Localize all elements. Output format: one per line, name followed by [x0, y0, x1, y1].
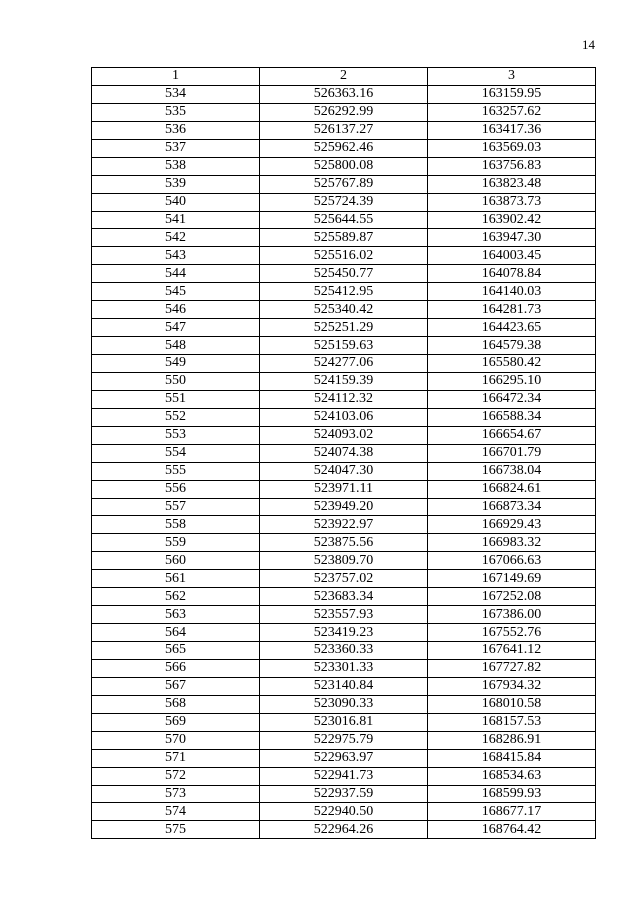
x-coordinate-cell: 523875.56	[260, 534, 428, 552]
x-coordinate-cell: 525251.29	[260, 319, 428, 337]
header-col-3: 3	[428, 68, 596, 86]
table-row	[92, 516, 596, 534]
header-col-2: 2	[260, 68, 428, 86]
table-row	[92, 606, 596, 624]
point-number-cell: 550	[92, 372, 260, 390]
point-number-cell: 574	[92, 803, 260, 821]
point-number-cell: 552	[92, 408, 260, 426]
y-coordinate-cell: 166295.10	[428, 372, 596, 390]
point-number-cell: 539	[92, 175, 260, 193]
y-coordinate-cell: 163823.48	[428, 175, 596, 193]
x-coordinate-cell: 523809.70	[260, 552, 428, 570]
x-coordinate-cell: 523949.20	[260, 498, 428, 516]
y-coordinate-cell: 167641.12	[428, 642, 596, 660]
page-number: 14	[582, 37, 595, 52]
table-row	[92, 642, 596, 660]
x-coordinate-cell: 524159.39	[260, 372, 428, 390]
point-number-cell: 536	[92, 121, 260, 139]
point-number-cell: 561	[92, 570, 260, 588]
x-coordinate-cell: 525724.39	[260, 193, 428, 211]
x-coordinate-cell: 525412.95	[260, 283, 428, 301]
point-number-cell: 541	[92, 211, 260, 229]
y-coordinate-cell: 163159.95	[428, 85, 596, 103]
x-coordinate-cell: 523090.33	[260, 695, 428, 713]
point-number-cell: 534	[92, 85, 260, 103]
y-coordinate-cell: 164078.84	[428, 265, 596, 283]
x-coordinate-cell: 525644.55	[260, 211, 428, 229]
point-number-cell: 572	[92, 767, 260, 785]
y-coordinate-cell: 167149.69	[428, 570, 596, 588]
x-coordinate-cell: 523360.33	[260, 642, 428, 660]
header-row	[92, 68, 596, 86]
table-row	[92, 85, 596, 103]
y-coordinate-cell: 168415.84	[428, 749, 596, 767]
y-coordinate-cell: 168764.42	[428, 821, 596, 839]
y-coordinate-cell: 163569.03	[428, 139, 596, 157]
y-coordinate-cell: 163902.42	[428, 211, 596, 229]
y-coordinate-cell: 168677.17	[428, 803, 596, 821]
x-coordinate-cell: 525340.42	[260, 301, 428, 319]
x-coordinate-cell: 523683.34	[260, 588, 428, 606]
y-coordinate-cell: 167552.76	[428, 624, 596, 642]
x-coordinate-cell: 525516.02	[260, 247, 428, 265]
x-coordinate-cell: 524112.32	[260, 390, 428, 408]
table-row	[92, 498, 596, 516]
y-coordinate-cell: 167727.82	[428, 659, 596, 677]
y-coordinate-cell: 168010.58	[428, 695, 596, 713]
x-coordinate-cell: 523419.23	[260, 624, 428, 642]
x-coordinate-cell: 523016.81	[260, 713, 428, 731]
y-coordinate-cell: 163756.83	[428, 157, 596, 175]
table-row	[92, 713, 596, 731]
point-number-cell: 567	[92, 677, 260, 695]
table-row	[92, 426, 596, 444]
y-coordinate-cell: 163417.36	[428, 121, 596, 139]
table-row	[92, 265, 596, 283]
y-coordinate-cell: 163257.62	[428, 103, 596, 121]
y-coordinate-cell: 164003.45	[428, 247, 596, 265]
point-number-cell: 538	[92, 157, 260, 175]
point-number-cell: 535	[92, 103, 260, 121]
x-coordinate-cell: 522975.79	[260, 731, 428, 749]
x-coordinate-cell: 525800.08	[260, 157, 428, 175]
point-number-cell: 548	[92, 337, 260, 355]
x-coordinate-cell: 522940.50	[260, 803, 428, 821]
table-row	[92, 301, 596, 319]
x-coordinate-cell: 522964.26	[260, 821, 428, 839]
point-number-cell: 564	[92, 624, 260, 642]
table-row	[92, 749, 596, 767]
y-coordinate-cell: 168534.63	[428, 767, 596, 785]
table-row	[92, 121, 596, 139]
table-row	[92, 444, 596, 462]
table-row	[92, 570, 596, 588]
point-number-cell: 570	[92, 731, 260, 749]
y-coordinate-cell: 166824.61	[428, 480, 596, 498]
x-coordinate-cell: 524074.38	[260, 444, 428, 462]
table-row	[92, 175, 596, 193]
point-number-cell: 544	[92, 265, 260, 283]
y-coordinate-cell: 166738.04	[428, 462, 596, 480]
point-number-cell: 543	[92, 247, 260, 265]
table-row	[92, 337, 596, 355]
y-coordinate-cell: 166929.43	[428, 516, 596, 534]
x-coordinate-cell: 524277.06	[260, 355, 428, 373]
y-coordinate-cell: 164579.38	[428, 337, 596, 355]
point-number-cell: 560	[92, 552, 260, 570]
table-row	[92, 552, 596, 570]
table-row	[92, 247, 596, 265]
table-row	[92, 803, 596, 821]
table-row	[92, 821, 596, 839]
y-coordinate-cell: 166983.32	[428, 534, 596, 552]
y-coordinate-cell: 167252.08	[428, 588, 596, 606]
y-coordinate-cell: 167066.63	[428, 552, 596, 570]
table-row	[92, 355, 596, 373]
table-row	[92, 480, 596, 498]
x-coordinate-cell: 523971.11	[260, 480, 428, 498]
y-coordinate-cell: 164140.03	[428, 283, 596, 301]
table-row	[92, 103, 596, 121]
x-coordinate-cell: 524047.30	[260, 462, 428, 480]
table-row	[92, 211, 596, 229]
y-coordinate-cell: 166701.79	[428, 444, 596, 462]
table-row	[92, 390, 596, 408]
table-row	[92, 283, 596, 301]
point-number-cell: 547	[92, 319, 260, 337]
table-header	[92, 68, 596, 86]
table-row	[92, 229, 596, 247]
x-coordinate-cell: 525159.63	[260, 337, 428, 355]
point-number-cell: 553	[92, 426, 260, 444]
x-coordinate-cell: 523557.93	[260, 606, 428, 624]
header-col-1: 1	[92, 68, 260, 86]
y-coordinate-cell: 166472.34	[428, 390, 596, 408]
point-number-cell: 566	[92, 659, 260, 677]
x-coordinate-cell: 526292.99	[260, 103, 428, 121]
y-coordinate-cell: 168599.93	[428, 785, 596, 803]
x-coordinate-cell: 523757.02	[260, 570, 428, 588]
x-coordinate-cell: 522963.97	[260, 749, 428, 767]
x-coordinate-cell: 526137.27	[260, 121, 428, 139]
x-coordinate-cell: 523140.84	[260, 677, 428, 695]
y-coordinate-cell: 166654.67	[428, 426, 596, 444]
point-number-cell: 573	[92, 785, 260, 803]
table-row	[92, 139, 596, 157]
point-number-cell: 571	[92, 749, 260, 767]
point-number-cell: 537	[92, 139, 260, 157]
coordinates-table	[91, 67, 596, 839]
table-row	[92, 695, 596, 713]
x-coordinate-cell: 525450.77	[260, 265, 428, 283]
point-number-cell: 568	[92, 695, 260, 713]
y-coordinate-cell: 167934.32	[428, 677, 596, 695]
table-row	[92, 408, 596, 426]
table-row	[92, 677, 596, 695]
table-row	[92, 659, 596, 677]
y-coordinate-cell: 166588.34	[428, 408, 596, 426]
table-row	[92, 624, 596, 642]
point-number-cell: 562	[92, 588, 260, 606]
x-coordinate-cell: 524103.06	[260, 408, 428, 426]
y-coordinate-cell: 168286.91	[428, 731, 596, 749]
point-number-cell: 558	[92, 516, 260, 534]
point-number-cell: 546	[92, 301, 260, 319]
y-coordinate-cell: 163947.30	[428, 229, 596, 247]
x-coordinate-cell: 525962.46	[260, 139, 428, 157]
x-coordinate-cell: 524093.02	[260, 426, 428, 444]
point-number-cell: 549	[92, 355, 260, 373]
table-body	[92, 85, 596, 838]
point-number-cell: 565	[92, 642, 260, 660]
x-coordinate-cell: 525767.89	[260, 175, 428, 193]
y-coordinate-cell: 167386.00	[428, 606, 596, 624]
x-coordinate-cell: 522941.73	[260, 767, 428, 785]
point-number-cell: 551	[92, 390, 260, 408]
point-number-cell: 575	[92, 821, 260, 839]
table-row	[92, 785, 596, 803]
y-coordinate-cell: 168157.53	[428, 713, 596, 731]
x-coordinate-cell: 522937.59	[260, 785, 428, 803]
point-number-cell: 542	[92, 229, 260, 247]
table-row	[92, 193, 596, 211]
table-row	[92, 157, 596, 175]
point-number-cell: 555	[92, 462, 260, 480]
x-coordinate-cell: 523922.97	[260, 516, 428, 534]
table-row	[92, 588, 596, 606]
table-row	[92, 767, 596, 785]
y-coordinate-cell: 165580.42	[428, 355, 596, 373]
y-coordinate-cell: 164281.73	[428, 301, 596, 319]
table-row	[92, 319, 596, 337]
x-coordinate-cell: 526363.16	[260, 85, 428, 103]
point-number-cell: 569	[92, 713, 260, 731]
point-number-cell: 540	[92, 193, 260, 211]
x-coordinate-cell: 523301.33	[260, 659, 428, 677]
point-number-cell: 554	[92, 444, 260, 462]
point-number-cell: 563	[92, 606, 260, 624]
table-row	[92, 462, 596, 480]
table-row	[92, 731, 596, 749]
y-coordinate-cell: 164423.65	[428, 319, 596, 337]
table-row	[92, 372, 596, 390]
x-coordinate-cell: 525589.87	[260, 229, 428, 247]
y-coordinate-cell: 166873.34	[428, 498, 596, 516]
point-number-cell: 557	[92, 498, 260, 516]
table-row	[92, 534, 596, 552]
point-number-cell: 545	[92, 283, 260, 301]
point-number-cell: 559	[92, 534, 260, 552]
point-number-cell: 556	[92, 480, 260, 498]
y-coordinate-cell: 163873.73	[428, 193, 596, 211]
